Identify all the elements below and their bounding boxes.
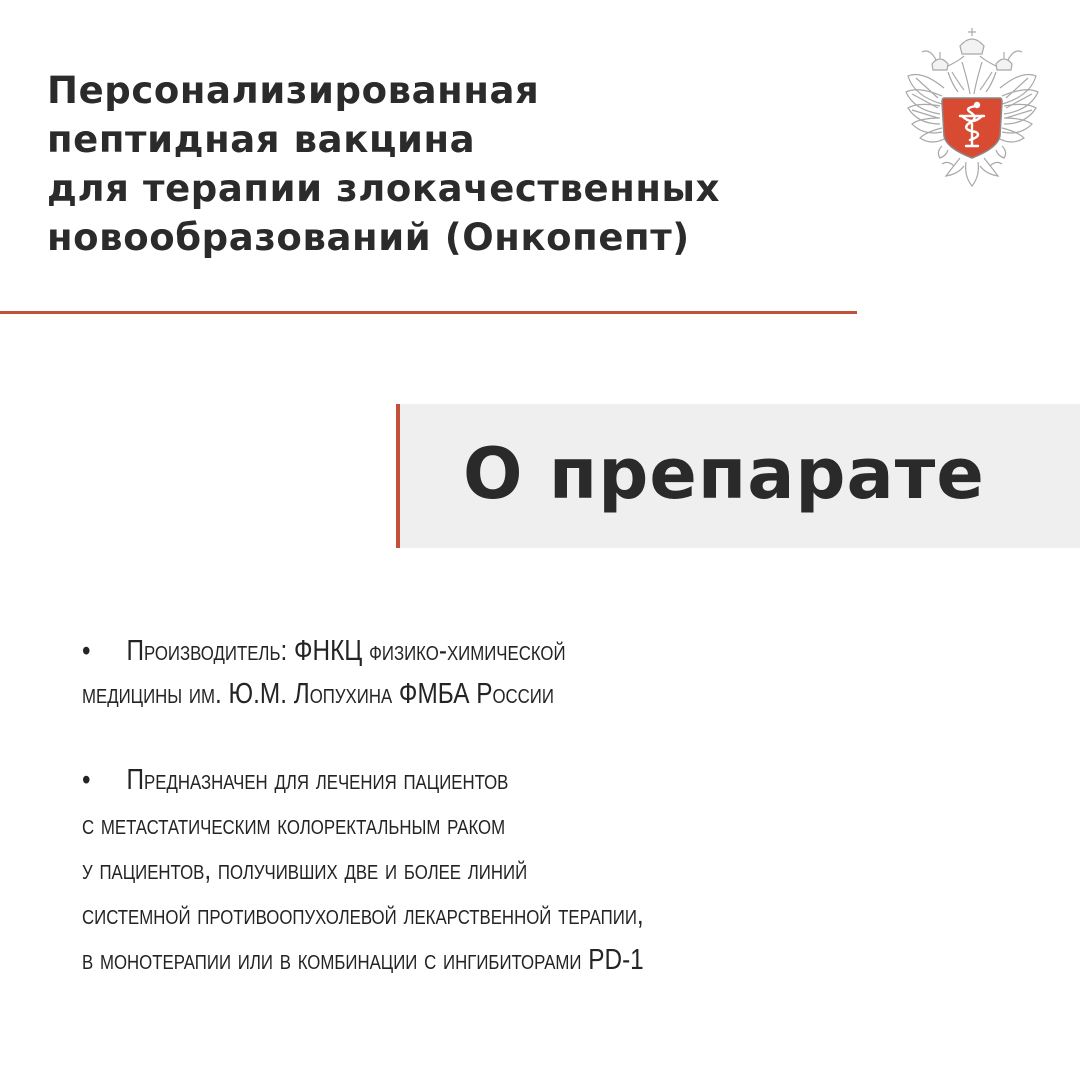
list-item-line — [82, 630, 989, 673]
section-title: О препарате — [463, 433, 985, 515]
title-line-1: Персонализированная — [47, 69, 540, 112]
section-header — [396, 404, 1080, 548]
manufacturer-text-line-1: Производитель: ФНКЦ физико-химической — [126, 635, 566, 667]
title-line-2: пептидная вакцина — [47, 118, 476, 161]
info-list — [82, 630, 982, 983]
indication-text-line-5: в монотерапии или в комбинации с ингибиторами PD-1 — [82, 944, 644, 976]
bullet-icon: • — [82, 635, 91, 667]
list-item-indication — [82, 758, 989, 983]
indication-text-line-4: системной противоопухолевой лекарственной терапии, — [82, 899, 644, 931]
title-line-3: для терапии злокачественных — [47, 167, 721, 210]
manufacturer-text-line-2: медицины им. Ю.М. Лопухина ФМБА России — [82, 678, 554, 710]
list-item-line — [82, 758, 989, 803]
indication-text-line-1: Предназначен для лечения пациентов — [126, 764, 509, 796]
ministry-of-health-emblem-icon — [902, 26, 1042, 188]
bullet-icon: • — [82, 764, 91, 796]
indication-text-line-3: у пациентов, получивших две и более линий — [82, 854, 528, 886]
indication-text-line-2: с метастатическим колоректальным раком — [82, 809, 506, 841]
title-line-4: новообразований (Онкопепт) — [47, 216, 690, 259]
section-accent-bar — [396, 404, 400, 548]
title-divider — [0, 311, 857, 314]
page-title — [47, 66, 720, 262]
list-item-manufacturer — [82, 630, 989, 716]
